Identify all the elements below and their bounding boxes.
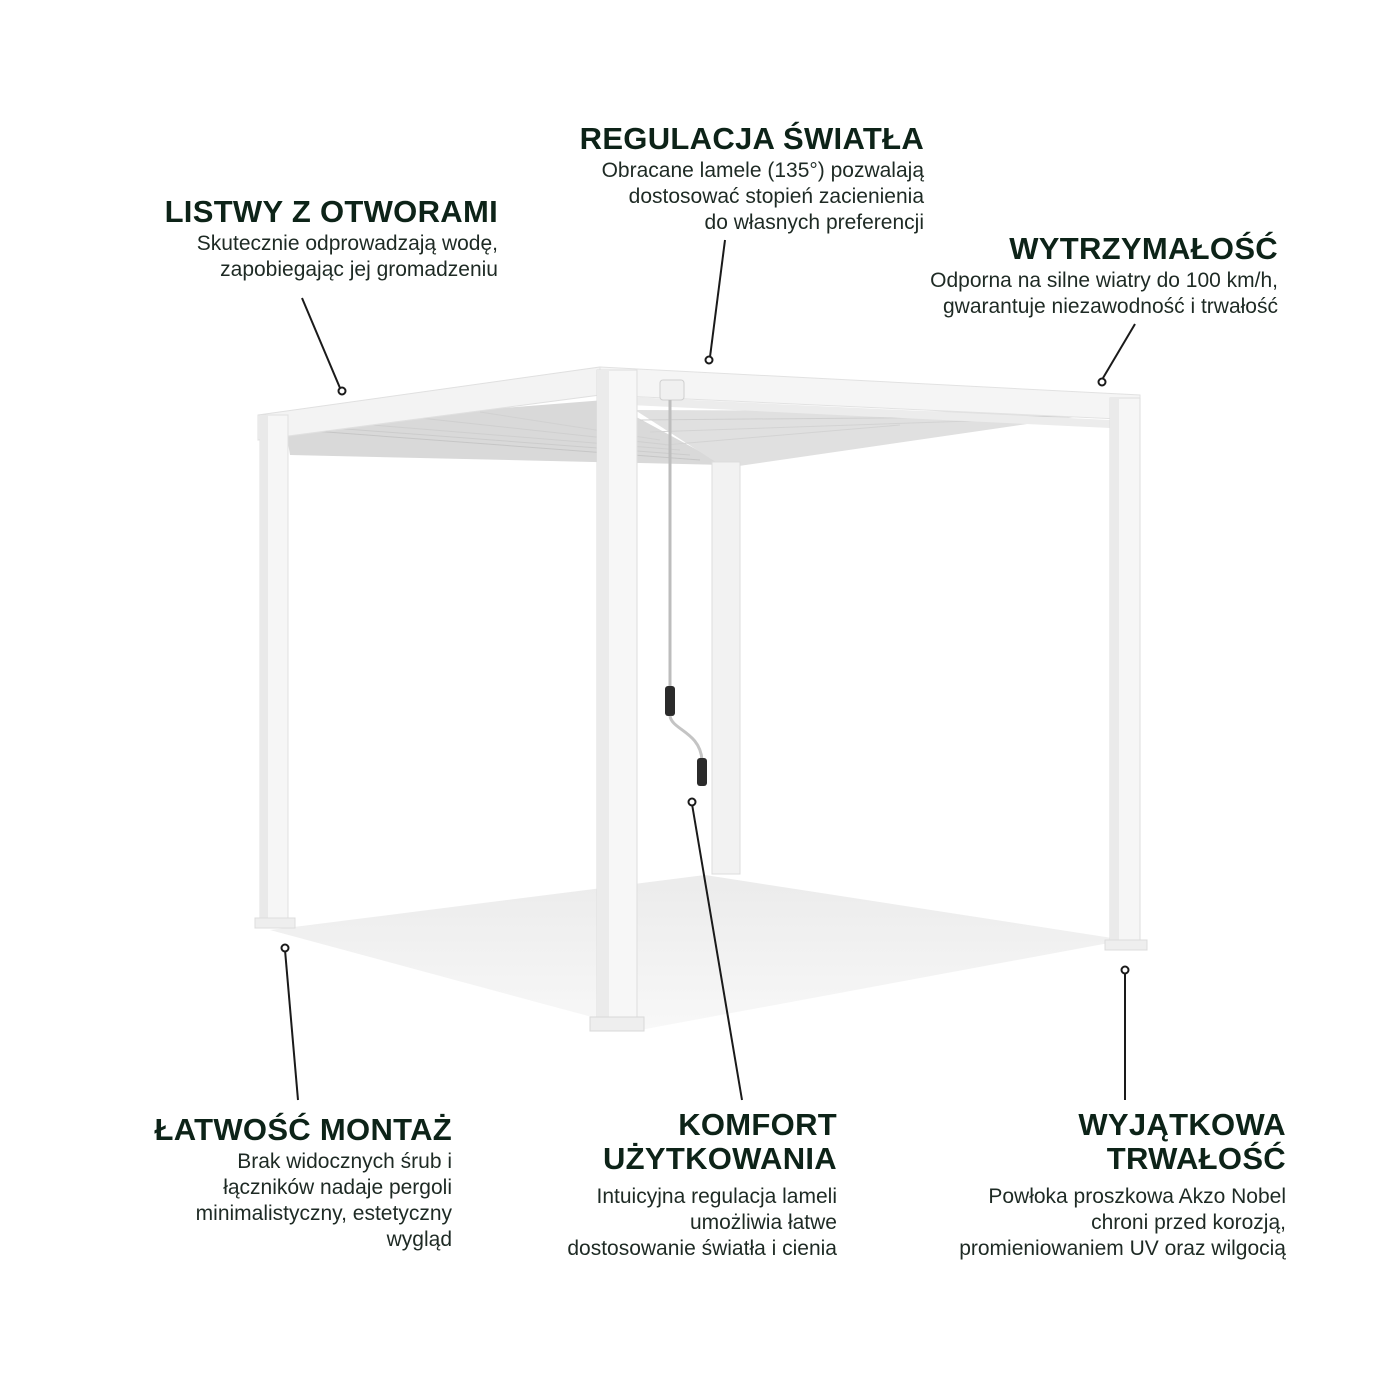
callout-wytrzymalosc [930,232,1278,320]
callout-text: Intuicyjna regulacja lameli umożliwia łatwe dostosowanie światła i cienia [567,1185,837,1260]
callout-title: LISTWY Z OTWORAMI [164,194,498,229]
callout-title: WYTRZYMAŁOŚĆ [1009,231,1278,266]
callout-title: ŁATWOŚĆ MONTAŻ [154,1112,452,1147]
leader-regulacja [710,240,725,357]
callout-regulacja [580,122,924,236]
leader-wytrzymalosc [1103,324,1135,378]
callout-text: Powłoka proszkowa Akzo Nobel chroni przed korozją, promieniowaniem UV oraz wilgocią [959,1185,1286,1260]
callout-listwy [165,195,498,283]
leader-montaz [285,950,298,1100]
callout-text: Odporna na silne wiatry do 100 km/h, gwarantuje niezawodność i trwałość [930,269,1278,318]
post-back [712,462,740,874]
ground-shadow [270,875,1125,1030]
callout-text: Skutecznie odprowadzają wodę, zapobiegając jej gromadzeniu [196,232,498,281]
callout-title: WYJĄTKOWA TRWAŁOŚĆ [1078,1107,1286,1176]
callout-title: KOMFORT UŻYTKOWANIA [602,1107,837,1176]
callout-text: Obracane lamele (135°) pozwalają dostosować stopień zacienienia do własnych preferencji [601,159,924,234]
callout-komfort [567,1108,837,1262]
leader-listwy [302,298,340,388]
callout-text: Brak widocznych śrub i łączników nadaje pergoli minimalistyczny, estetyczny wygląd [195,1150,452,1251]
callout-title: REGULACJA ŚWIATŁA [579,121,924,156]
callout-trwalosc [959,1108,1286,1262]
callout-montaz [155,1113,453,1253]
